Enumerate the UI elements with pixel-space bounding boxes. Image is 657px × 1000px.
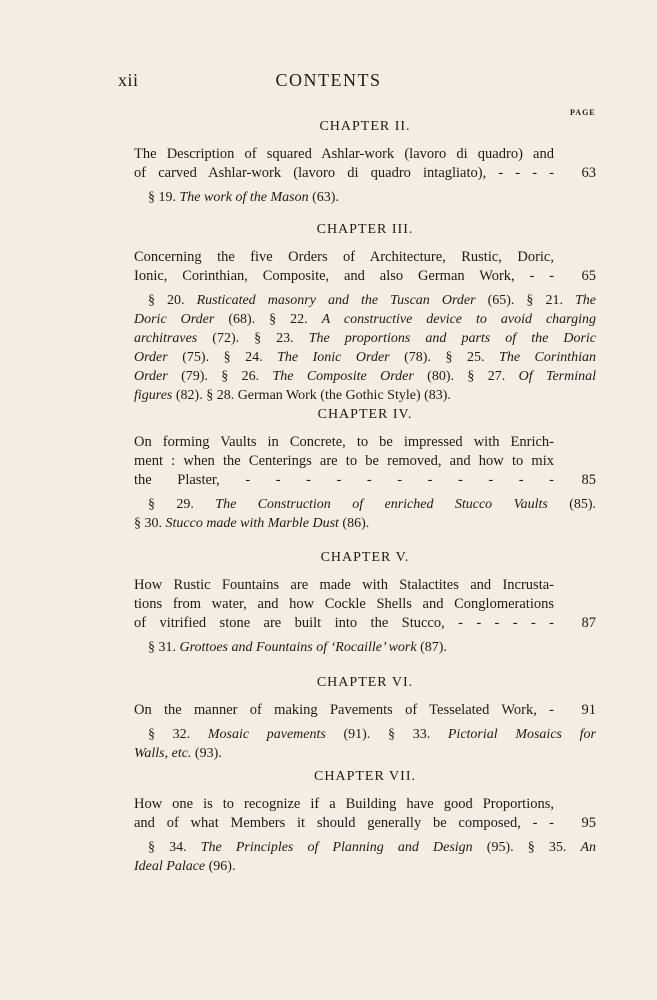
description-line: and of what Members it should generally be composed, - - bbox=[134, 815, 554, 831]
section-line: § 31. Grottoes and Fountains of ‘Rocaille’ work (87). bbox=[148, 640, 447, 655]
chapter-description bbox=[134, 433, 554, 490]
chapter-entry bbox=[134, 767, 596, 876]
section-line: Walls, etc. (93). bbox=[134, 746, 222, 761]
chapter-entry bbox=[134, 548, 596, 657]
section-list bbox=[134, 495, 596, 533]
chapter-page-number: 91 bbox=[581, 702, 596, 718]
section-line: Doric Order (68). § 22. A constructive device to avoid charging bbox=[134, 312, 596, 327]
description-line: tions from water, and how Cockle Shells and Conglomerations bbox=[134, 596, 554, 612]
chapter-description bbox=[134, 145, 554, 183]
chapter-title: CHAPTER VII. bbox=[314, 769, 416, 784]
chapter-page-number: 87 bbox=[581, 615, 596, 631]
description-line: Ionic, Corinthian, Composite, and also German Work, - - bbox=[134, 268, 554, 284]
section-list bbox=[134, 638, 596, 657]
section-line: § 32. Mosaic pavements (91). § 33. Pictorial Mosaics for bbox=[148, 727, 596, 742]
section-line: § 30. Stucco made with Marble Dust (86). bbox=[134, 516, 370, 531]
chapter-title: CHAPTER VI. bbox=[316, 675, 414, 690]
description-line: The Description of squared Ashlar-work (lavoro di quadro) and bbox=[134, 146, 554, 162]
description-line: How one is to recognize if a Building have good Proportions, bbox=[134, 796, 554, 812]
section-line: architraves (72). § 23. The proportions and parts of the Doric bbox=[134, 331, 597, 346]
chapter-description bbox=[134, 248, 554, 286]
description-line: How Rustic Fountains are made with Stalactites and Incrusta- bbox=[134, 577, 554, 593]
description-line: of vitrified stone are built into the Stucco, - - - - - - bbox=[134, 615, 554, 631]
section-line: Order (79). § 26. The Composite Order (80). § 27. Of Terminal bbox=[134, 369, 597, 384]
chapter-page-number: 63 bbox=[581, 165, 596, 181]
section-line: § 29. The Construction of enriched Stucco Vaults (85). bbox=[148, 497, 597, 512]
description-line: of carved Ashlar-work (lavoro di quadro intagliato), - - - - bbox=[134, 165, 554, 181]
description-line: On forming Vaults in Concrete, to be impressed with Enrich- bbox=[134, 434, 554, 450]
description-line: ment : when the Centerings are to be removed, and how to mix bbox=[134, 453, 554, 469]
section-line: § 34. The Principles of Planning and Design (95). § 35. An bbox=[148, 840, 597, 855]
chapter-description bbox=[134, 701, 554, 720]
page-column-label: PAGE bbox=[570, 108, 596, 117]
chapter-description bbox=[134, 576, 554, 633]
section-line: Order (75). § 24. The Ionic Order (78). § 25. The Corinthian bbox=[134, 350, 597, 365]
chapter-title: CHAPTER III. bbox=[316, 222, 414, 237]
chapter-description bbox=[134, 795, 554, 833]
chapter-entry bbox=[134, 405, 596, 533]
chapter-title: CHAPTER IV. bbox=[317, 407, 413, 422]
chapter-entry bbox=[134, 117, 596, 207]
chapter-title: CHAPTER V. bbox=[320, 550, 410, 565]
section-list bbox=[134, 725, 596, 763]
running-head: CONTENTS bbox=[275, 70, 382, 90]
section-list bbox=[134, 291, 596, 405]
section-list bbox=[134, 838, 596, 876]
section-line: § 19. The work of the Mason (63). bbox=[148, 190, 339, 205]
section-list bbox=[134, 188, 596, 207]
chapter-page-number: 65 bbox=[581, 268, 596, 284]
page-number: xii bbox=[118, 70, 139, 90]
chapter-entry bbox=[134, 673, 596, 763]
chapter-entry bbox=[134, 220, 596, 405]
chapter-page-number: 85 bbox=[581, 472, 596, 488]
section-line: § 20. Rusticated masonry and the Tuscan Order (65). § 21. The bbox=[148, 293, 597, 308]
description-line: Concerning the five Orders of Architecture, Rustic, Doric, bbox=[134, 249, 554, 265]
description-line: On the manner of making Pavements of Tesselated Work, - bbox=[134, 702, 554, 718]
description-line: the Plaster, - - - - - - - - - - - bbox=[134, 472, 554, 488]
section-line: figures (82). § 28. German Work (the Gothic Style) (83). bbox=[134, 388, 451, 403]
chapter-page-number: 95 bbox=[581, 815, 596, 831]
chapter-title: CHAPTER II. bbox=[319, 119, 411, 134]
section-line: Ideal Palace (96). bbox=[134, 859, 236, 874]
